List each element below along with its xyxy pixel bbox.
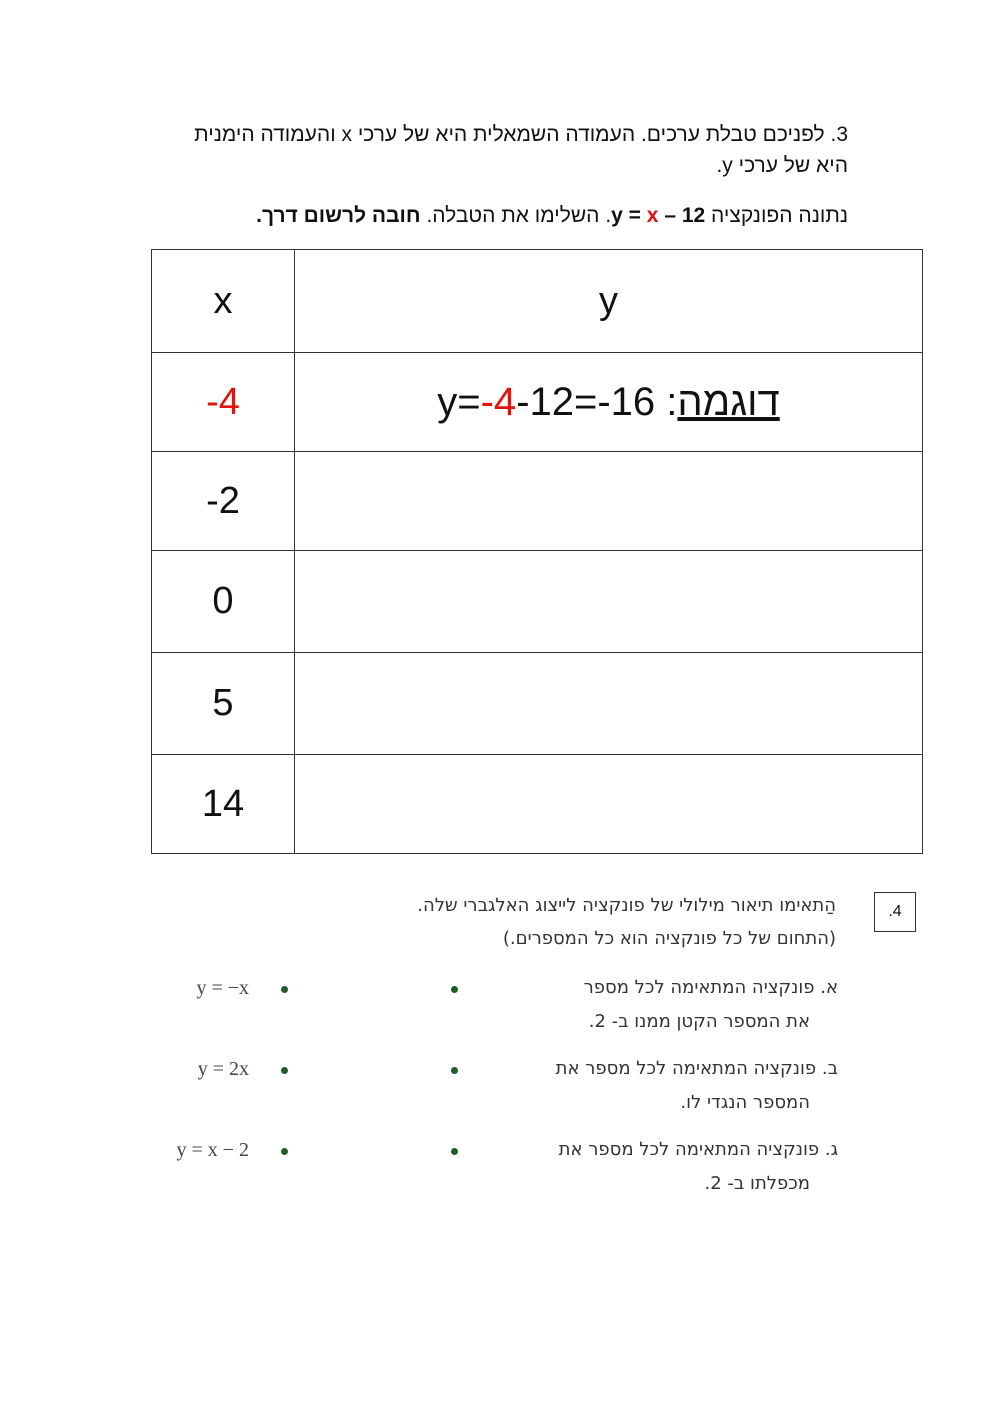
table-row [152,452,923,551]
x-cell: -4 [152,353,295,452]
q3-instruction-line1: 3. לפניכם טבלת ערכים. העמודה השמאלית היא של ערכי x והעמודה הימנית [194,123,848,146]
q4-item-a-line1: א. פונקציה המתאימה לכל מספר [583,977,838,998]
q4-formula-1: y = −x [196,977,249,999]
example-answer [437,380,779,424]
q4-formula-3: y = x − 2 [176,1139,249,1161]
header-y: y [295,250,923,353]
q4-item-c-line2: מכפלתו ב- 2. [704,1173,810,1194]
q4-number-box: .4 [874,892,916,932]
q4-item-b-line2: המספר הנגדי לו. [680,1092,810,1113]
table-header-row [152,250,923,353]
table-row [152,755,923,854]
q3-instruction-line2: היא של ערכי y. [716,154,848,177]
example-label: דוגמה [677,379,780,424]
q4-formula-1-match-dot[interactable] [281,986,288,993]
example-cell [295,353,923,452]
q3-function-formula [611,204,705,227]
q3-mandatory-note: חובה לרשום דרך. [256,204,421,227]
table-row [152,653,923,755]
q4-item-b-line1: ב. פונקציה המתאימה לכל מספר את [555,1058,838,1079]
x-cell: -2 [152,452,295,551]
q4-title: הַתאימו תיאור מילולי של פונקציה לייצוג האלגברי שלה. [417,895,836,916]
q4-formula-2-match-dot[interactable] [281,1067,288,1074]
x-cell: 5 [152,653,295,755]
table-row [152,353,923,452]
q4-formula-2: y = 2x [197,1058,249,1080]
q3-function-line [256,201,848,231]
table-row [152,551,923,653]
q4-subtitle: (התחום של כל פונקציה הוא כל המספרים.) [502,928,836,949]
y-answer-cell[interactable] [295,452,923,551]
y-answer-cell[interactable] [295,551,923,653]
formula-y: y = [611,204,641,227]
example-prefix: y= [437,379,481,424]
q4-item-c-line1: ג. פונקציה המתאימה לכל מספר את [558,1139,838,1160]
x-cell: 0 [152,551,295,653]
y-answer-cell[interactable] [295,653,923,755]
q4-item-c-match-dot[interactable] [451,1148,458,1155]
example-suffix: -12=-16 [516,379,656,424]
q4-item-a-match-dot[interactable] [451,986,458,993]
q3-function-middle: . השלימו את הטבלה. [426,204,612,227]
q3-function-prefix: נתונה הפונקציה [711,204,848,227]
values-table [151,249,923,854]
example-x: -4 [480,379,517,424]
header-x: x [152,250,295,353]
x-cell: 14 [152,755,295,854]
q4-item-a-line2: את המספר הקטן ממנו ב- 2. [588,1011,810,1032]
formula-x: x [646,204,659,227]
y-answer-cell[interactable] [295,755,923,854]
example-colon: : [666,379,678,424]
formula-rest: – 12 [664,204,706,227]
q4-item-b-match-dot[interactable] [451,1067,458,1074]
q4-formula-3-match-dot[interactable] [281,1148,288,1155]
